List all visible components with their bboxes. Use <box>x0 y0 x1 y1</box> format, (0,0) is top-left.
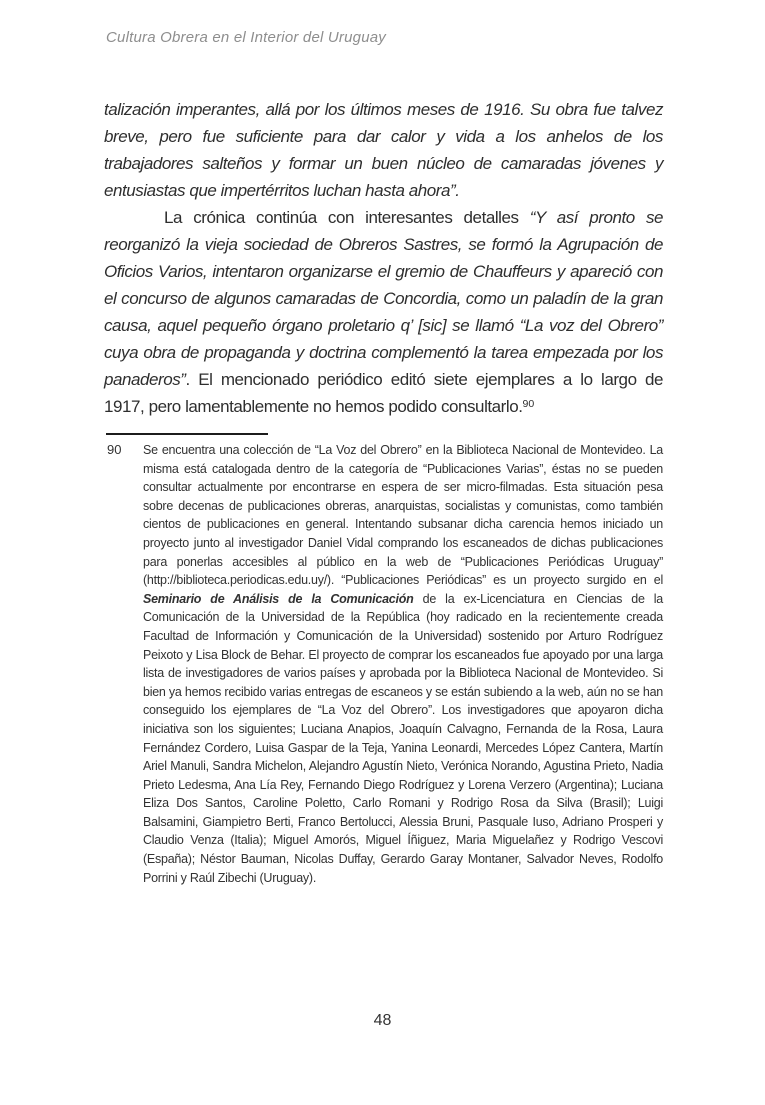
document-page <box>0 28 765 1105</box>
running-header: Cultura Obrera en el Interior del Uruguay <box>106 29 387 46</box>
text-segment-normal: de la ex-Licenciatura en Ciencias de la Comunicación de la Universidad de la República (hoy radicado en la recientemente creada Facultad de Información y Comunicación de la Universidad) sostenido por Arturo Rodríguez Peixoto y Lisa Block de Behar. El proyecto de comprar los escaneados fue apoyado por una larga lista de investigadores de varios países y aprobada por la Biblioteca Nacional de Montevideo. Si bien ya hemos recibido varias entregas de escaneos y se están subiendo a la web, aún no se han conseguido los ejemplares de “La Voz del Obrero”. Los investigadores que apoyaron dicha iniciativa son los siguientes; Luciana Anapios, Joaquín Calvagno, Fernanda de la Rosa, Laura Fernández Cordero, Luisa Gaspar de la Teja, Yanina Leonardi, Mercedes López Cantera, Martín Ariel Manuli, Sandra Michelon, Alejandro Agustín Nieto, Verónica Norando, Agustina Prieto, Nadia Prieto Ledesma, Ana Lía Rey, Fernando Diego Rodríguez y Lorena Verzero (Argentina); Luciana Eliza Dos Santos, Caroline Poletto, Carlo Romani y Rodrigo Rosa da Silva (Brasil); Luigi Balsamini, Giampietro Berti, Franco Bertolucci, Alessia Bruni, Pasquale Iuso, Adriano Prosperi y Claudio Venza (Italia); Miguel Amorós, Miguel Íñiguez, Maria Miguelañez y Rodrigo Vescovi (España); Néstor Bauman, Nicolas Duffay, Gerardo Garay Montaner, Salvador Neves, Rodolfo Porrini y Raúl Zibechi (Uruguay). <box>143 591 664 885</box>
text-segment-normal: . El mencionado periódico editó siete ejemplares a lo largo de 1917, pero lamentablemente no hemos podido consultarlo. <box>104 370 663 416</box>
footnote-separator-rule <box>106 433 268 435</box>
page <box>0 28 765 1105</box>
paragraph-cronica <box>104 204 663 423</box>
text-segment-normal: La crónica continúa con interesantes detalles <box>164 208 530 227</box>
footnote-text <box>143 441 663 887</box>
footnote <box>104 441 663 887</box>
text-segment-normal: Se encuentra una colección de “La Voz del Obrero” en la Biblioteca Nacional de Montevideo. La misma está catalogada dentro de la categoría de “Publicaciones Varias”, éstas no se pueden consultar actualmente por encontrarse en espera de ser micro-filmadas. Esta situación pesa sobre decenas de publicaciones obreras, anarquistas, socialistas y comunistas, como también cientos de publicaciones en general. Intentando subsanar dicha carencia hemos iniciado un proyecto junto al investigador Daniel Vidal comprando los escaneados de dichas publicaciones para ponerlas accesibles al público en la web de “Publicaciones Periódicas Uruguay” (http://biblioteca.periodicas.edu.uy/). “Publicaciones Periódicas” es un proyecto surgido en el <box>143 443 663 588</box>
text-segment-italic: “Y así pronto se reorganizó la vieja sociedad de Obreros Sastres, se formó la Agrupación de Oficios Varios, intentaron organizarse el gremio de Chauffeurs y apareció con el concurso de algunos camaradas de Concordia, como un paladín de la gran causa, aquel pequeño órgano proletario q’ [sic] se llamó “La voz del Obrero” cuya obra de propaganda y doctrina complementó la tarea empezada por los panaderos” <box>104 208 663 389</box>
text-segment-italic: talización imperantes, allá por los últimos meses de 1916. Su obra fue talvez breve, pero fue suficiente para dar calor y vida a los anhelos de los trabajadores salteños y formar un buen núcleo de camaradas jóvenes y entusiastas que impertérritos luchan hasta ahora”. <box>104 100 663 200</box>
page-number: 48 <box>373 1012 392 1029</box>
paragraph-quote-continuation <box>104 96 663 204</box>
body-text <box>104 96 663 423</box>
text-segment-bold-italic: Seminario de Análisis de la Comunicación <box>143 591 414 606</box>
text-segment-superscript: 90 <box>522 397 535 410</box>
footnote-number: 90 <box>107 442 122 457</box>
